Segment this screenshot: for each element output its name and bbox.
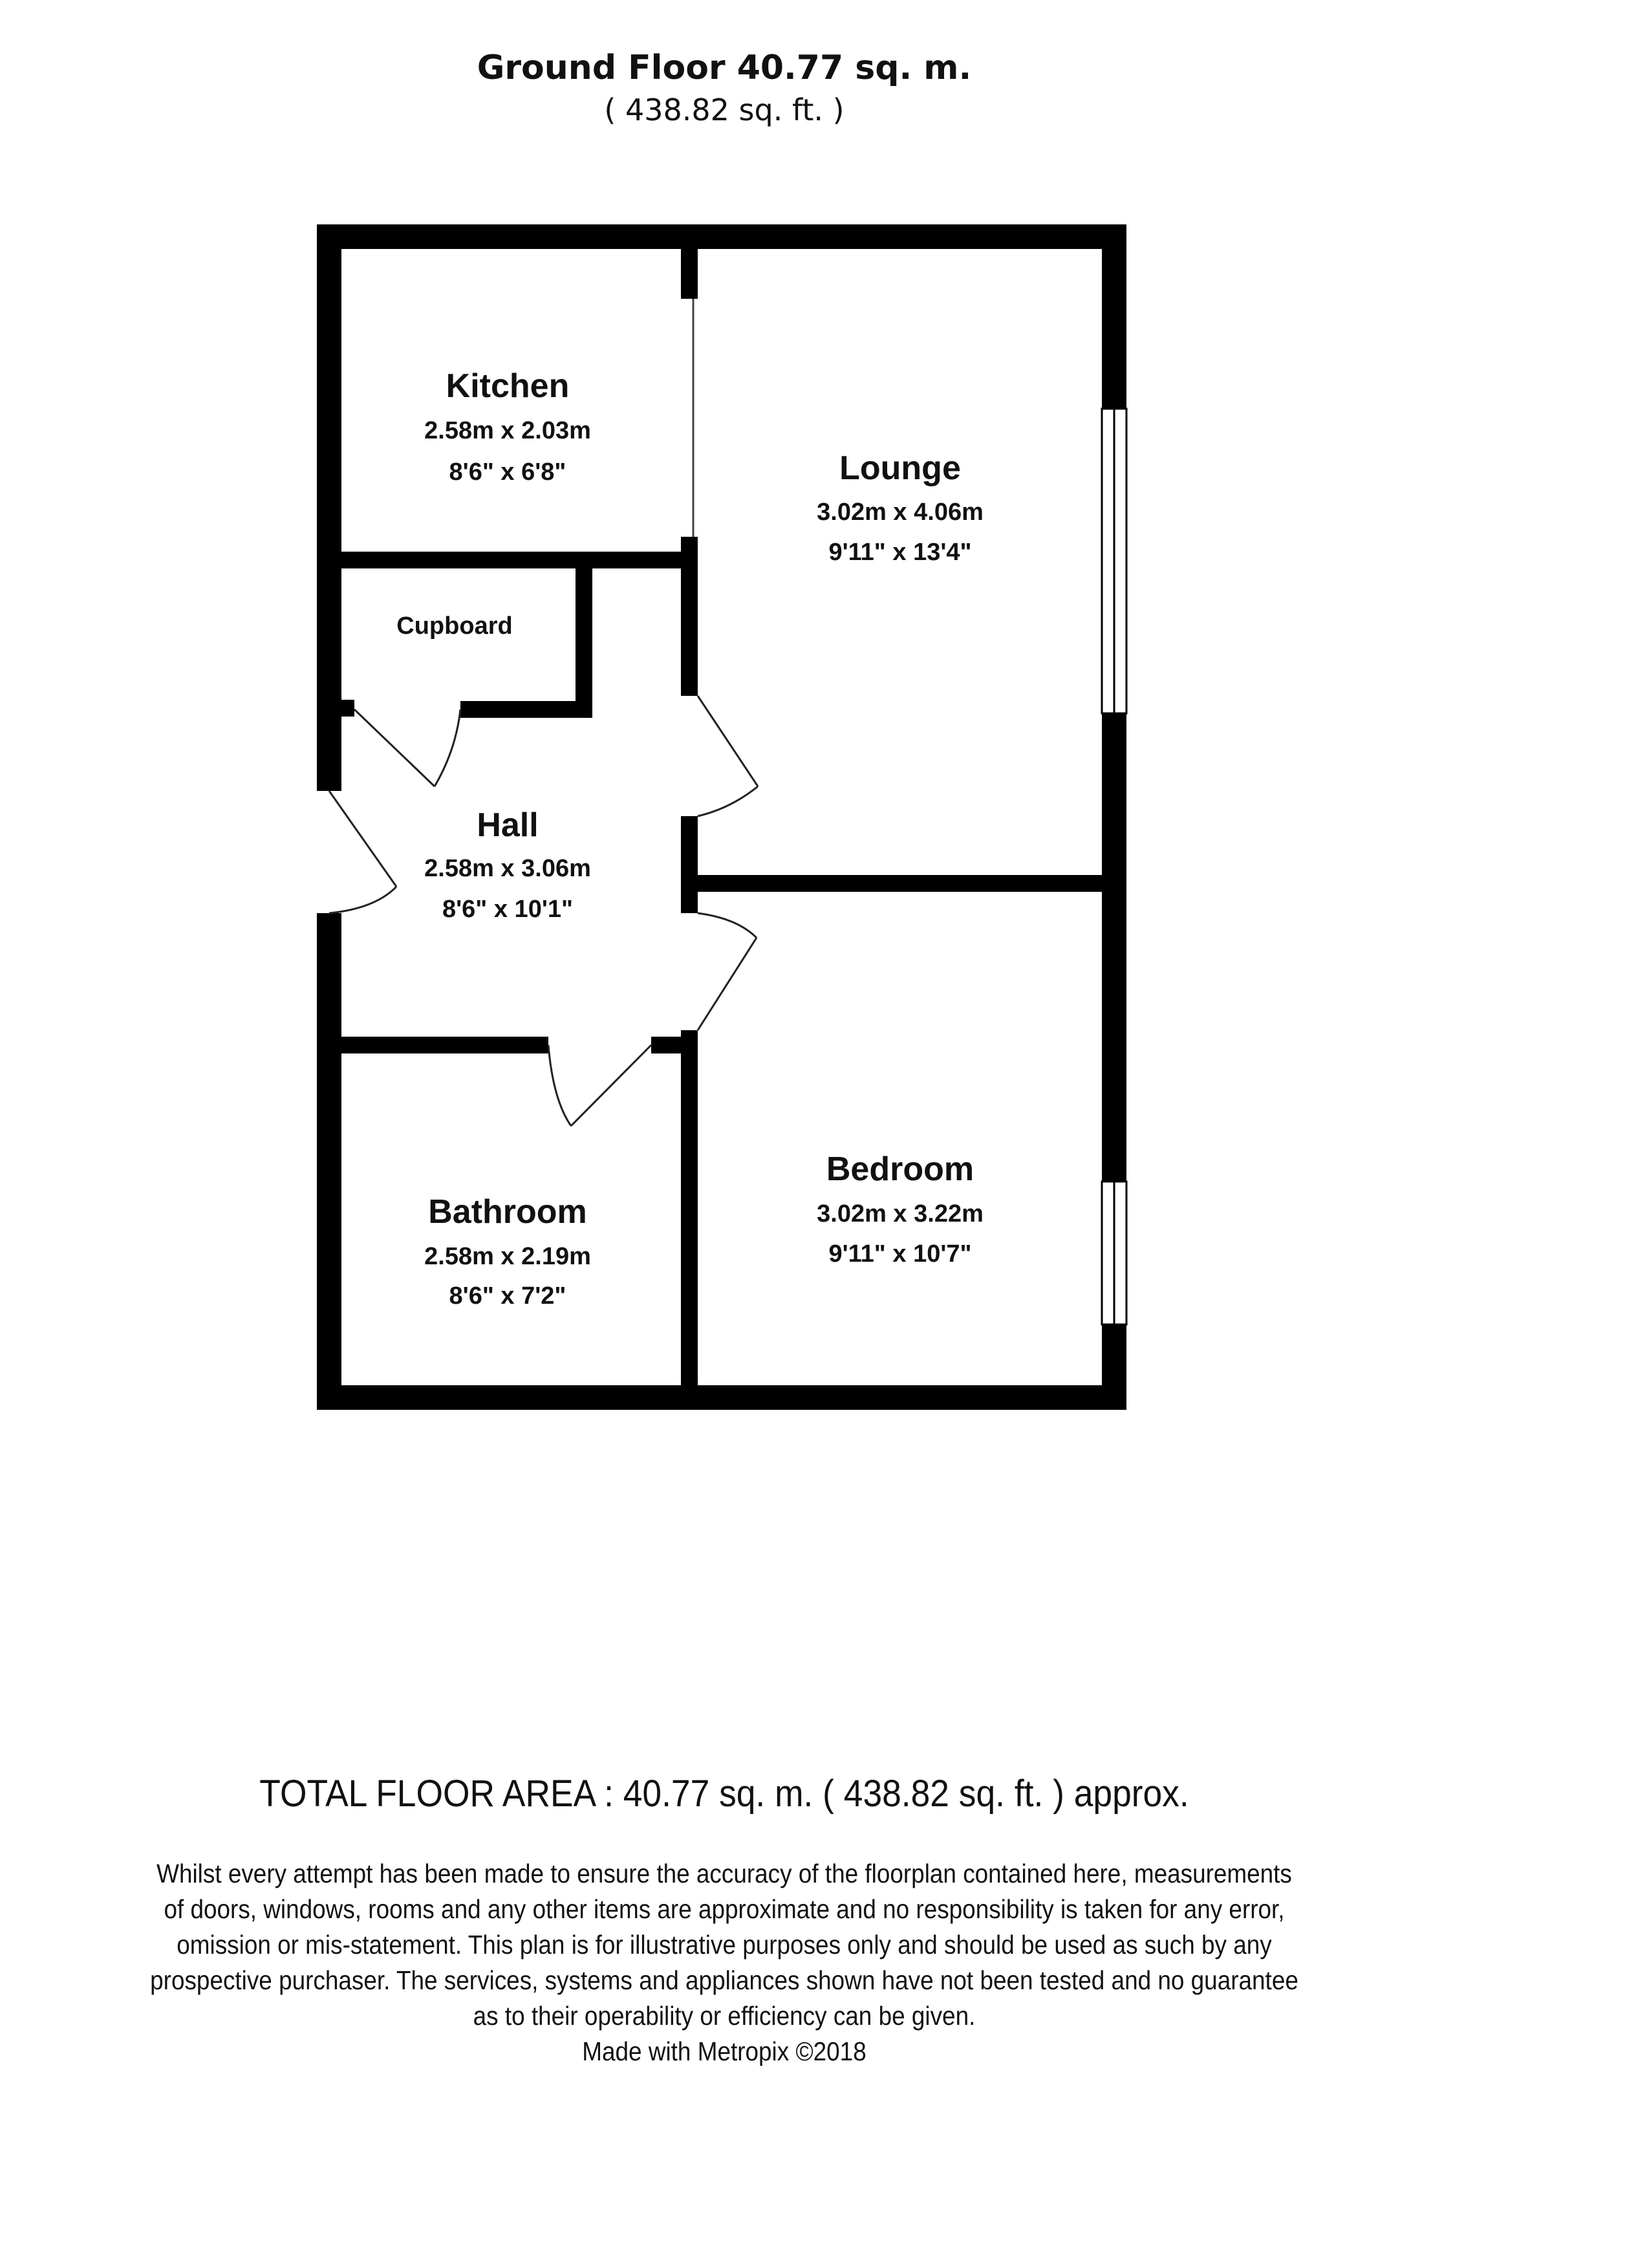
room-kitchen bbox=[424, 367, 591, 486]
wall-center-3 bbox=[681, 816, 698, 913]
room-lounge bbox=[817, 449, 984, 566]
room-hall bbox=[424, 806, 591, 923]
room-dimensions-metric: 3.02m x 4.06m bbox=[817, 499, 984, 526]
bedroom-door bbox=[698, 913, 757, 1030]
disclaimer bbox=[142, 1856, 1306, 2069]
disclaimer-line: Whilst every attempt has been made to ensure the accuracy of the floorplan contained here, measurements bbox=[156, 1859, 1292, 1888]
cupboard-door bbox=[354, 709, 460, 786]
room-dimensions-metric: 3.02m x 3.22m bbox=[817, 1200, 984, 1227]
room-bedroom bbox=[817, 1150, 984, 1268]
floor-area-sqft: ( 438.82 sq. ft. ) bbox=[604, 92, 845, 127]
room-name: Lounge bbox=[839, 449, 961, 487]
entrance-door bbox=[329, 791, 396, 913]
wall-right-1 bbox=[1102, 224, 1126, 409]
wall-bathroom-stub bbox=[651, 1037, 681, 1053]
room-dimensions-imperial: 9'11" x 10'7" bbox=[828, 1240, 972, 1268]
room-dimensions-imperial: 8'6" x 7'2" bbox=[449, 1282, 566, 1310]
wall-cupboard-right bbox=[576, 568, 592, 718]
wall-cupboard-bottom bbox=[460, 701, 592, 718]
total-floor-area: TOTAL FLOOR AREA : 40.77 sq. m. ( 438.82 sq. ft. ) approx. bbox=[259, 1773, 1189, 1815]
room-name: Cupboard bbox=[396, 612, 513, 640]
wall-cupboard-stub bbox=[341, 700, 354, 717]
room-dimensions-metric: 2.58m x 3.06m bbox=[424, 855, 591, 882]
wall-kitchen-bottom bbox=[317, 552, 685, 568]
walls bbox=[317, 224, 1126, 1410]
bathroom-door bbox=[548, 1045, 651, 1126]
room-dimensions-imperial: 8'6" x 6'8" bbox=[449, 459, 566, 486]
floor-title: Ground Floor 40.77 sq. m. bbox=[477, 49, 972, 87]
bedroom-window bbox=[1102, 1182, 1126, 1324]
wall-right-3 bbox=[1102, 1324, 1126, 1410]
room-bathroom bbox=[424, 1193, 591, 1310]
wall-center-top bbox=[681, 224, 698, 299]
wall-right-2 bbox=[1102, 713, 1126, 1182]
credit-line: Made with Metropix ©2018 bbox=[582, 2036, 867, 2066]
disclaimer-line: prospective purchaser. The services, systems and appliances shown have not been tested and no guarantee bbox=[150, 1965, 1298, 1995]
wall-top bbox=[317, 224, 1123, 249]
wall-left-upper bbox=[317, 224, 341, 791]
disclaimer-line: omission or mis-statement. This plan is for illustrative purposes only and should be used as such by any bbox=[177, 1930, 1272, 1960]
disclaimer-line: of doors, windows, rooms and any other items are approximate and no responsibility is taken for any error, bbox=[164, 1894, 1285, 1924]
room-dimensions-imperial: 8'6" x 10'1" bbox=[442, 896, 574, 923]
room-dimensions-imperial: 9'11" x 13'4" bbox=[828, 539, 972, 566]
wall-bathroom-top bbox=[341, 1037, 548, 1053]
room-dimensions-metric: 2.58m x 2.03m bbox=[424, 417, 591, 444]
room-name: Bedroom bbox=[826, 1150, 974, 1188]
wall-center-4 bbox=[681, 1030, 698, 1410]
disclaimer-line: as to their operability or efficiency can be given. bbox=[473, 2001, 976, 2031]
room-name: Bathroom bbox=[428, 1193, 587, 1231]
wall-bottom bbox=[317, 1385, 1123, 1410]
wall-lounge-bottom bbox=[698, 875, 1102, 892]
room-name: Hall bbox=[477, 806, 539, 844]
lounge-door bbox=[698, 696, 758, 816]
room-dimensions-metric: 2.58m x 2.19m bbox=[424, 1243, 591, 1270]
wall-center-2 bbox=[681, 537, 698, 696]
lounge-window bbox=[1102, 409, 1126, 713]
room-cupboard bbox=[396, 612, 512, 640]
room-name: Kitchen bbox=[446, 367, 570, 405]
wall-left-lower bbox=[317, 913, 341, 1410]
